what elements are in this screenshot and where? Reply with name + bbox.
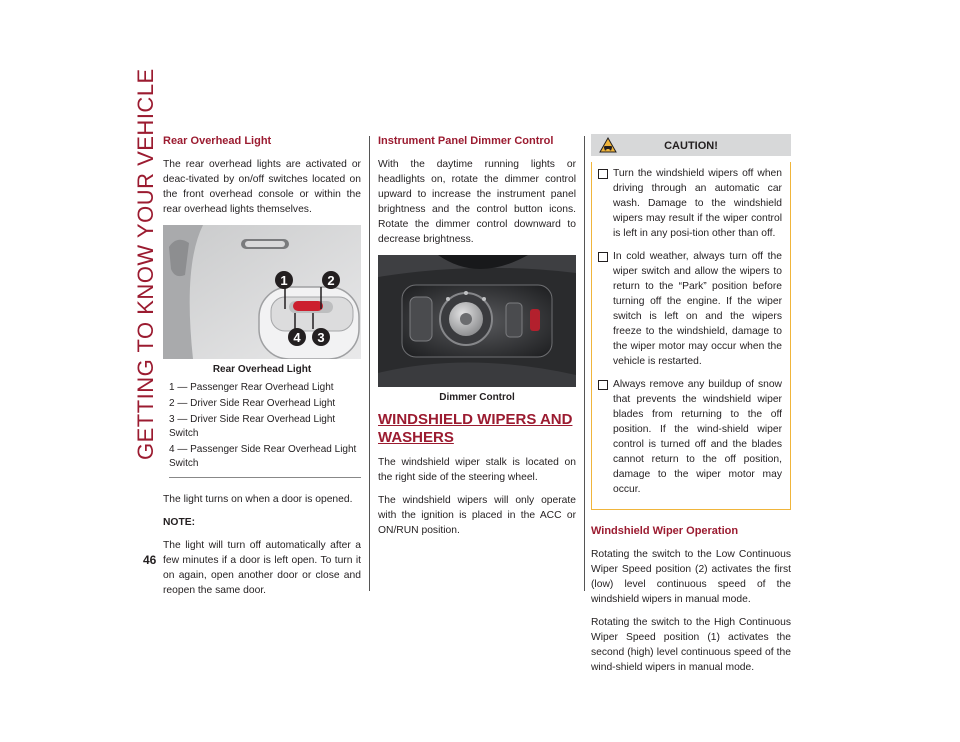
- high-speed-text: Rotating the switch to the High Continuous Wiper Speed position (1) activates the second (high) level continuous speed of the wind-shield wipers in manual mode.: [591, 617, 791, 673]
- column-divider: [584, 136, 585, 591]
- dimmer-control-caption: Dimmer Control: [439, 392, 515, 403]
- bullet-box-icon: [598, 252, 608, 262]
- note-text: The light will turn off automatically after a few minutes if a door is left open. To turn it on again, open another door or close and reopen the same door.: [163, 540, 361, 596]
- dimmer-control-figure: [378, 255, 576, 387]
- wiper-operation-heading: Windshield Wiper Operation: [591, 525, 739, 537]
- caution-box: [591, 162, 791, 510]
- rear-overhead-light-heading: Rear Overhead Light: [163, 135, 272, 147]
- rear-overhead-intro: The rear overhead lights are activated or deac-tivated by on/off switches located on the front overhead console or within the rear overhead lights themselves.: [163, 159, 361, 215]
- figure-legend: [169, 381, 361, 478]
- caution-item: In cold weather, always turn off the wiper switch and allow the wipers to return to the “Park” position before turning off the engine. If the wiper switch is left on and the wipers freeze to the windshield, damage to the wiper motor may occur when the vehicle is restarted.: [598, 249, 782, 369]
- caution-title: CAUTION!: [664, 140, 718, 152]
- column-left: [163, 134, 361, 606]
- rear-overhead-light-illustration: [163, 225, 361, 359]
- rear-overhead-light-caption: Rear Overhead Light: [212, 364, 312, 375]
- legend-item: 4 — Passenger Side Rear Overhead Light Switch: [169, 444, 357, 469]
- column-divider: [369, 136, 370, 591]
- callout-4: 4: [293, 330, 301, 345]
- chapter-side-title: GETTING TO KNOW YOUR VEHICLE: [133, 68, 158, 460]
- dimmer-control-illustration: [378, 255, 576, 387]
- caution-header: [591, 134, 791, 156]
- door-opened-text: The light turns on when a door is opened.: [163, 494, 353, 505]
- wiper-stalk-text: The windshield wiper stalk is located on the right side of the steering wheel.: [378, 457, 576, 483]
- bullet-box-icon: [598, 169, 608, 179]
- legend-item: 2 — Driver Side Rear Overhead Light: [169, 398, 336, 409]
- column-middle: [378, 134, 576, 546]
- page-number: 46: [143, 553, 157, 567]
- callout-3: 3: [317, 330, 325, 345]
- dimmer-control-intro: With the daytime running lights or headlights on, rotate the dimmer control upward to increase the instrument panel brightness and the control button icons. Rotate the dimmer control downward to decrease brightness.: [378, 159, 576, 245]
- legend-item: 3 — Driver Side Rear Overhead Light Switch: [169, 414, 336, 439]
- callout-1: 1: [280, 273, 288, 288]
- rear-overhead-light-figure: [163, 225, 361, 359]
- low-speed-text: Rotating the switch to the Low Continuous Wiper Speed position (2) activates the first (low) level continuous speed of the windshield wipers in manual mode.: [591, 549, 791, 605]
- dimmer-control-heading: Instrument Panel Dimmer Control: [378, 135, 554, 147]
- wiper-ignition-text: The windshield wipers will only operate with the ignition is placed in the ACC or ON/RUN position.: [378, 495, 576, 536]
- caution-item: Turn the windshield wipers off when driving through an automatic car wash. Damage to the windshield wipers may result if the wiper control is left in any posi-tion other than off.: [598, 166, 782, 241]
- bullet-box-icon: [598, 380, 608, 390]
- caution-item: Always remove any buildup of snow that prevents the windshield wiper blades from returning to the off position. If the wind-shield wiper control is turned off and the blades cannot return to the off position, damage to the wiper motor may occur.: [598, 377, 782, 497]
- legend-item: 1 — Passenger Rear Overhead Light: [169, 382, 334, 393]
- note-label: NOTE:: [163, 517, 196, 528]
- windshield-wipers-section-title: WINDSHIELD WIPERS AND WASHERS: [378, 411, 573, 446]
- callout-2: 2: [327, 273, 335, 288]
- column-right: [591, 134, 791, 683]
